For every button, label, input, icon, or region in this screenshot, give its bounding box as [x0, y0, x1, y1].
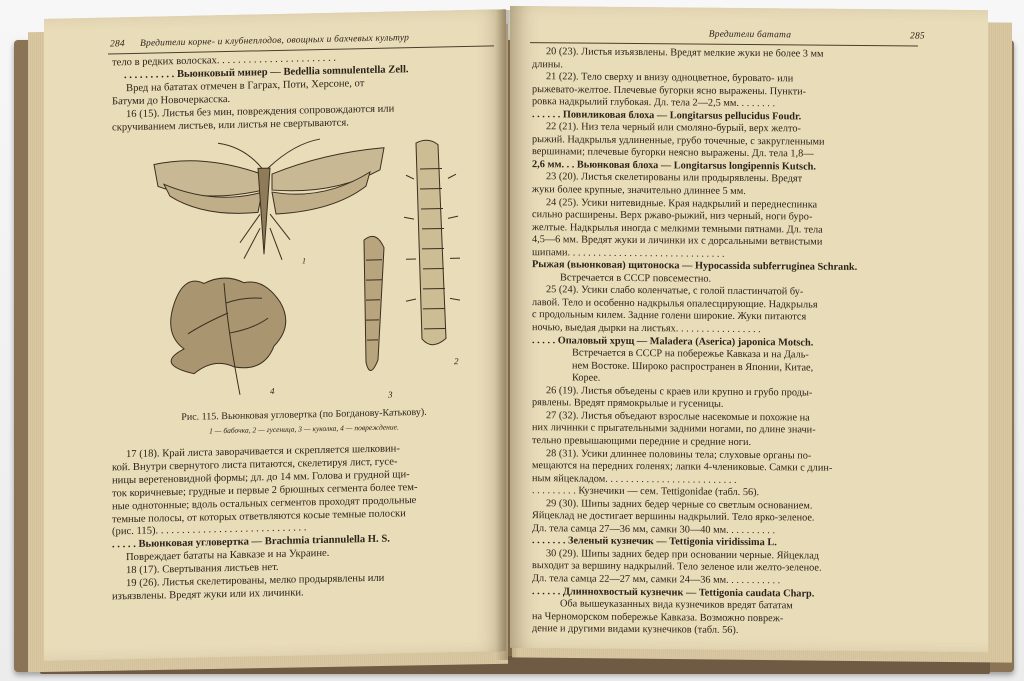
left-page	[44, 9, 506, 661]
text-line: изъязвлены. Вредят жуки или их личинки.	[112, 587, 304, 603]
species-line: . . . . . Вьюнковая угловертка — Brachmia triannulella H. S.	[112, 533, 390, 551]
text-line: рыжевато-желтое. Плечевые бугорки ясно выражены. Пункти-	[532, 83, 807, 98]
text-line: ночью, выедая дырки на листьях. . . . . . . . . . . . . . . . .	[532, 322, 761, 336]
text-line: 25 (24). Усики слабо коленчатые, с голой пластинчатой бу-	[546, 284, 804, 298]
left-top-text	[112, 49, 496, 134]
text-line: 22 (21). Низ тела черный или смолянo-бурый, верх желто-	[546, 121, 801, 135]
text-line: . . . . . . . . . Кузнечики — сем. Tettigonidae (табл. 56).	[532, 485, 760, 499]
text-line: Оба вышеуказанных вида кузнечиков вредят бататам	[560, 598, 793, 612]
text-line: выходит за вершину надкрылий. Тело зеленое или желто-зеленое.	[532, 560, 822, 575]
species-line: 2,6 мм. . . Вьюнковая блоха — Longitarsus longipennis Kutsch.	[532, 159, 816, 173]
text-line: 16 (15). Листья без мин, повреждения сопровождаются или	[126, 103, 395, 120]
text-line: дение и другими видами кузнечиков (табл. 56).	[532, 623, 739, 637]
species-line: . . . . . . Повиликовая блоха — Longitarsus pellucidus Foudr.	[532, 108, 802, 123]
left-page-number: 284	[110, 39, 125, 50]
text-line: длины.	[532, 58, 563, 70]
text-line: шипами. . . . . . . . . . . . . . . . . . . . . . . . . . . . . . .	[532, 246, 725, 260]
text-line: тело в редких волосках. . . . . . . . . . . . . . . . . . . . . . .	[112, 52, 337, 69]
text-line: тельно превышающими передние и средние ноги.	[532, 435, 752, 448]
leaf-damage-illustration	[171, 277, 286, 396]
text-line: темные полосы, от которых ответвляются косые темные полоски	[112, 507, 406, 525]
text-line: с продольным килем. Задние голени широкие. Жуки питаются	[532, 309, 807, 323]
text-line: кой. Внутри свернутого листа питаются, скелетируя лист, гусе-	[112, 456, 398, 474]
text-line: Дл. тела самца 27—36 мм, самки 30—40 мм. . . . . . . . . .	[532, 522, 776, 537]
species-line: . . . . . . . . . . Вьюнковый минер — Bedellia somnulentella Zell.	[124, 64, 409, 82]
text-line: 28 (31). Усики длиннее половины тела; слуховые органы по-	[546, 447, 812, 462]
pupa-illustration	[364, 236, 384, 371]
right-page-number: 285	[910, 31, 925, 42]
text-line: 30 (29). Шипы задних бедер при основании черные. Яйцеклад	[546, 548, 819, 562]
species-line: Рыжая (вьюнковая) щитоноска — Hypocassida subferruginea Schrank.	[532, 259, 858, 274]
text-line: 26 (19). Листья объедены с краев или крупно и грубо проды-	[546, 384, 813, 399]
figure-label-3: 3	[388, 389, 393, 400]
left-running-head: Вредители корне- и клубнеплодов, овощных и бахчевых культур	[140, 33, 410, 49]
text-line: вершинами; плечевые бугорки неясно выражены. Дл. тела 1,8—	[532, 146, 814, 160]
text-line: (рис. 115). . . . . . . . . . . . . . . . . . . . . . . . . . . . .	[112, 522, 307, 538]
text-line: сильно расширены. Верх ржаво-рыжий, низ черный, ноги буро-	[532, 209, 813, 223]
right-body-text	[532, 46, 918, 639]
text-line: 19 (26). Листья скелетированы, мелко продырявлены или	[126, 572, 385, 590]
right-page	[510, 6, 988, 652]
text-line: ницы веретеновидной формы; дл. до 14 мм. Голова и грудной щи-	[112, 468, 410, 487]
figure-caption: Рис. 115. Вьюнковая угловертка (по Богданову-Катькову).	[181, 406, 427, 423]
text-line: 17 (18). Край листа заворачивается и скрепляется шелковин-	[126, 443, 400, 461]
text-line: Вред на бататах отмечен в Гаграх, Поти, Херсоне, от	[126, 77, 365, 94]
text-line: желтые. Надкрылья иногда с мелкими темными пятнами. Дл. тела	[532, 221, 823, 236]
text-line: них личинки с прыгательными задними ногами, по длине значи-	[532, 422, 816, 436]
text-line: мещаются на передних голенях; лапки 4-члениковые. Самки с длин-	[532, 460, 833, 474]
text-line: 29 (30). Шипы задних бедер черные со светлым основанием.	[546, 497, 813, 512]
figure-legend: 1 — бабочка, 2 — гусеница, 3 — куколка, 4 — повреждение.	[209, 422, 399, 436]
text-line: жуки более крупные, значительно длиннее 5 мм.	[532, 184, 746, 197]
text-line: Повреждает бататы на Кавказе и на Украине.	[126, 548, 330, 564]
text-line: лавой. Тело и особенно надкрылья опалесцирующие. Надкрылья	[532, 297, 818, 311]
text-line: Встречается в СССР на побережье Кавказа и на Даль-	[572, 347, 809, 361]
left-body-text	[112, 441, 496, 604]
text-line: 4,5—6 мм. Вредят жуки и личинки их с дорсальными ветвистыми	[532, 234, 823, 248]
text-line: 27 (32). Листья объедают взрослые насекомые и похожие на	[546, 410, 810, 424]
text-line: 21 (22). Тело сверху и внизу одноцветное, буровато- или	[546, 71, 794, 85]
species-line: . . . . . . Длиннохвостый кузнечик — Tettigonia caudata Charp.	[532, 585, 815, 600]
text-line: Яйцеклад не достигает вершины надкрылий. Тело ярко-зеленое.	[532, 510, 815, 524]
text-line: нем Востоке. Широко распространен в Японии, Китае,	[572, 360, 814, 374]
text-line: Корее.	[572, 372, 601, 384]
text-line: скручиванием листьев, или листья не свертываются.	[112, 116, 349, 133]
text-line: ные однотонные; вдоль остальных сегментов проходят продольные	[112, 494, 417, 513]
text-line: на Черноморском побережье Кавказа. Возможно повреж-	[532, 610, 784, 624]
text-line: Батуми до Новочеркасска.	[112, 93, 231, 108]
text-line: ровка надкрылий глубокая. Дл. тела 2—2,5 мм. . . . . . . .	[532, 96, 776, 110]
text-line: рявлены. Вредят прямокрылые и гусеницы.	[532, 397, 724, 411]
moth-illustration	[154, 138, 384, 266]
figure-label-2: 2	[454, 356, 459, 367]
right-running-head: Вредители батата	[708, 29, 792, 41]
text-line: ным яйцекладом. . . . . . . . . . . . . . . . . . . . . . . . . .	[532, 472, 737, 486]
text-line: Дл. тела самца 22—27 мм, самки 24—36 мм. . . . . . . . . . .	[532, 573, 781, 587]
species-line: . . . . . Опаловый хрущ — Maladera (Aserica) japonica Motsch.	[532, 334, 814, 349]
text-line: Встречается в СССР повсеместно.	[560, 272, 712, 285]
text-line: 24 (25). Усики нитевидные. Края надкрылий и переднеспинка	[546, 196, 818, 211]
species-line: . . . . . . . Зеленый кузнечик — Tettigonia viridissima L.	[532, 535, 777, 549]
caterpillar-illustration	[404, 140, 460, 346]
text-line: 18 (17). Свертывания листьев нет.	[126, 562, 279, 577]
figure-label-1: 1	[302, 256, 306, 266]
figure-label-4: 4	[270, 386, 275, 397]
text-line: 20 (23). Листья изъязвлены. Вредят мелкие жуки не более 3 мм	[546, 46, 824, 60]
text-line: ток коричневые; грудные и первые 2 брюшных сегмента более тем-	[112, 481, 418, 500]
text-line: 23 (20). Листья скелетированы или продырявлены. Вредят	[546, 171, 803, 185]
figure-115	[144, 128, 464, 407]
text-line: рыжий. Надкрылья удлиненные, грубо точечные, с закругленными	[532, 133, 825, 148]
